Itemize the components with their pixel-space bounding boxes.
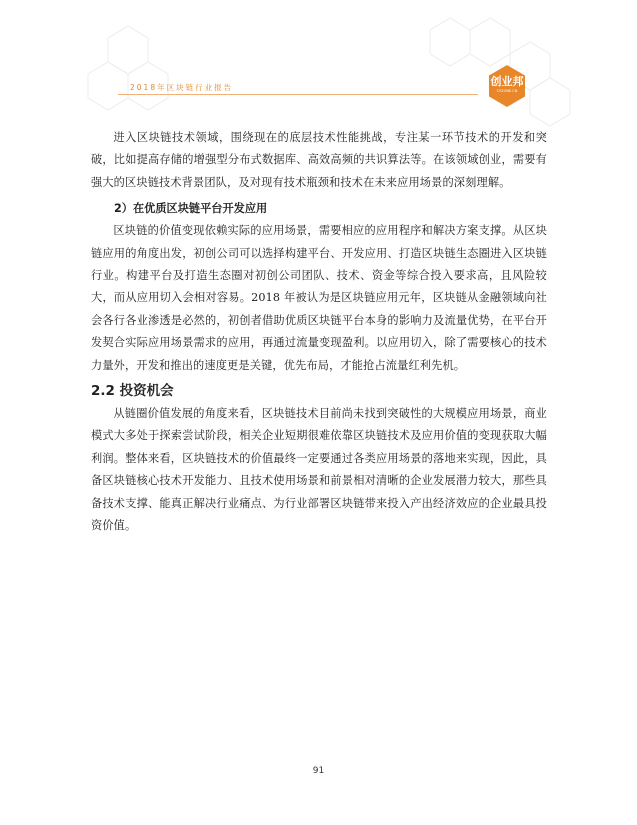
logo-subtext: CYZONE.CN xyxy=(496,89,518,93)
main-content xyxy=(91,127,547,538)
page-number: 91 xyxy=(312,766,325,776)
section-heading-investment: 2.2 投资机会 xyxy=(91,383,174,400)
logo-text: 创业邦 xyxy=(490,75,524,88)
paragraph-1: 进入区块链技术领域，围绕现在的底层技术性能挑战，专注某一环节技术的开发和突破，比如提高存储的增强型分布式数据库、高效高频的共识算法等。在该领域创业，需要有强大的区块链技术背景团队，及对现有技术瓶颈和技术在未来应用场景的深刻理解。 xyxy=(91,131,547,189)
subheading-platform-apps: 2）在优质区块链平台开发应用 xyxy=(114,202,268,216)
report-title: 2018年区块链行业报告 xyxy=(130,83,234,92)
header-divider xyxy=(118,94,478,95)
paragraph-3: 从链圈价值发展的角度来看，区块链技术目前尚未找到突破性的大规模应用场景，商业模式大多处于探索尝试阶段，相关企业短期很难依靠区块链技术及应用价值的变现获取大幅利润。整体来看，区块链技术的价值最终一定要通过各类应用场景的落地来实现，因此，具备区块链核心技术开发能力、且技术使用场景和前景相对清晰的企业发展潜力较大，那些具备技术支撑、能真正解决行业痛点、为行业部署区块链带来投入产出经济效应的企业最具投资价值。 xyxy=(91,407,547,533)
hexagon-decoration xyxy=(0,0,637,130)
paragraph-2: 区块链的价值变现依赖实际的应用场景，需要相应的应用程序和解决方案支撑。从区块链应用的角度出发，初创公司可以选择构建平台、开发应用、打造区块链生态圈进入区块链行业。构建平台及打造生态圈对初创公司团队、技术、资金等综合投入要求高，且风险较大，而从应用切入会相对容易。2018 年被认为是区块链应用元年，区块链从金融领域向社会各行各业渗透是必然的，初创者借助优质区块链平台本身的影响力及流量优势，在平台开发契合实际应用场景需求的应用，再通过流量变现盈利。以应用切入，除了需要核心的技术力量外，开发和推出的速度更是关键，优先布局，才能抢占流量红利先机。 xyxy=(91,224,547,372)
